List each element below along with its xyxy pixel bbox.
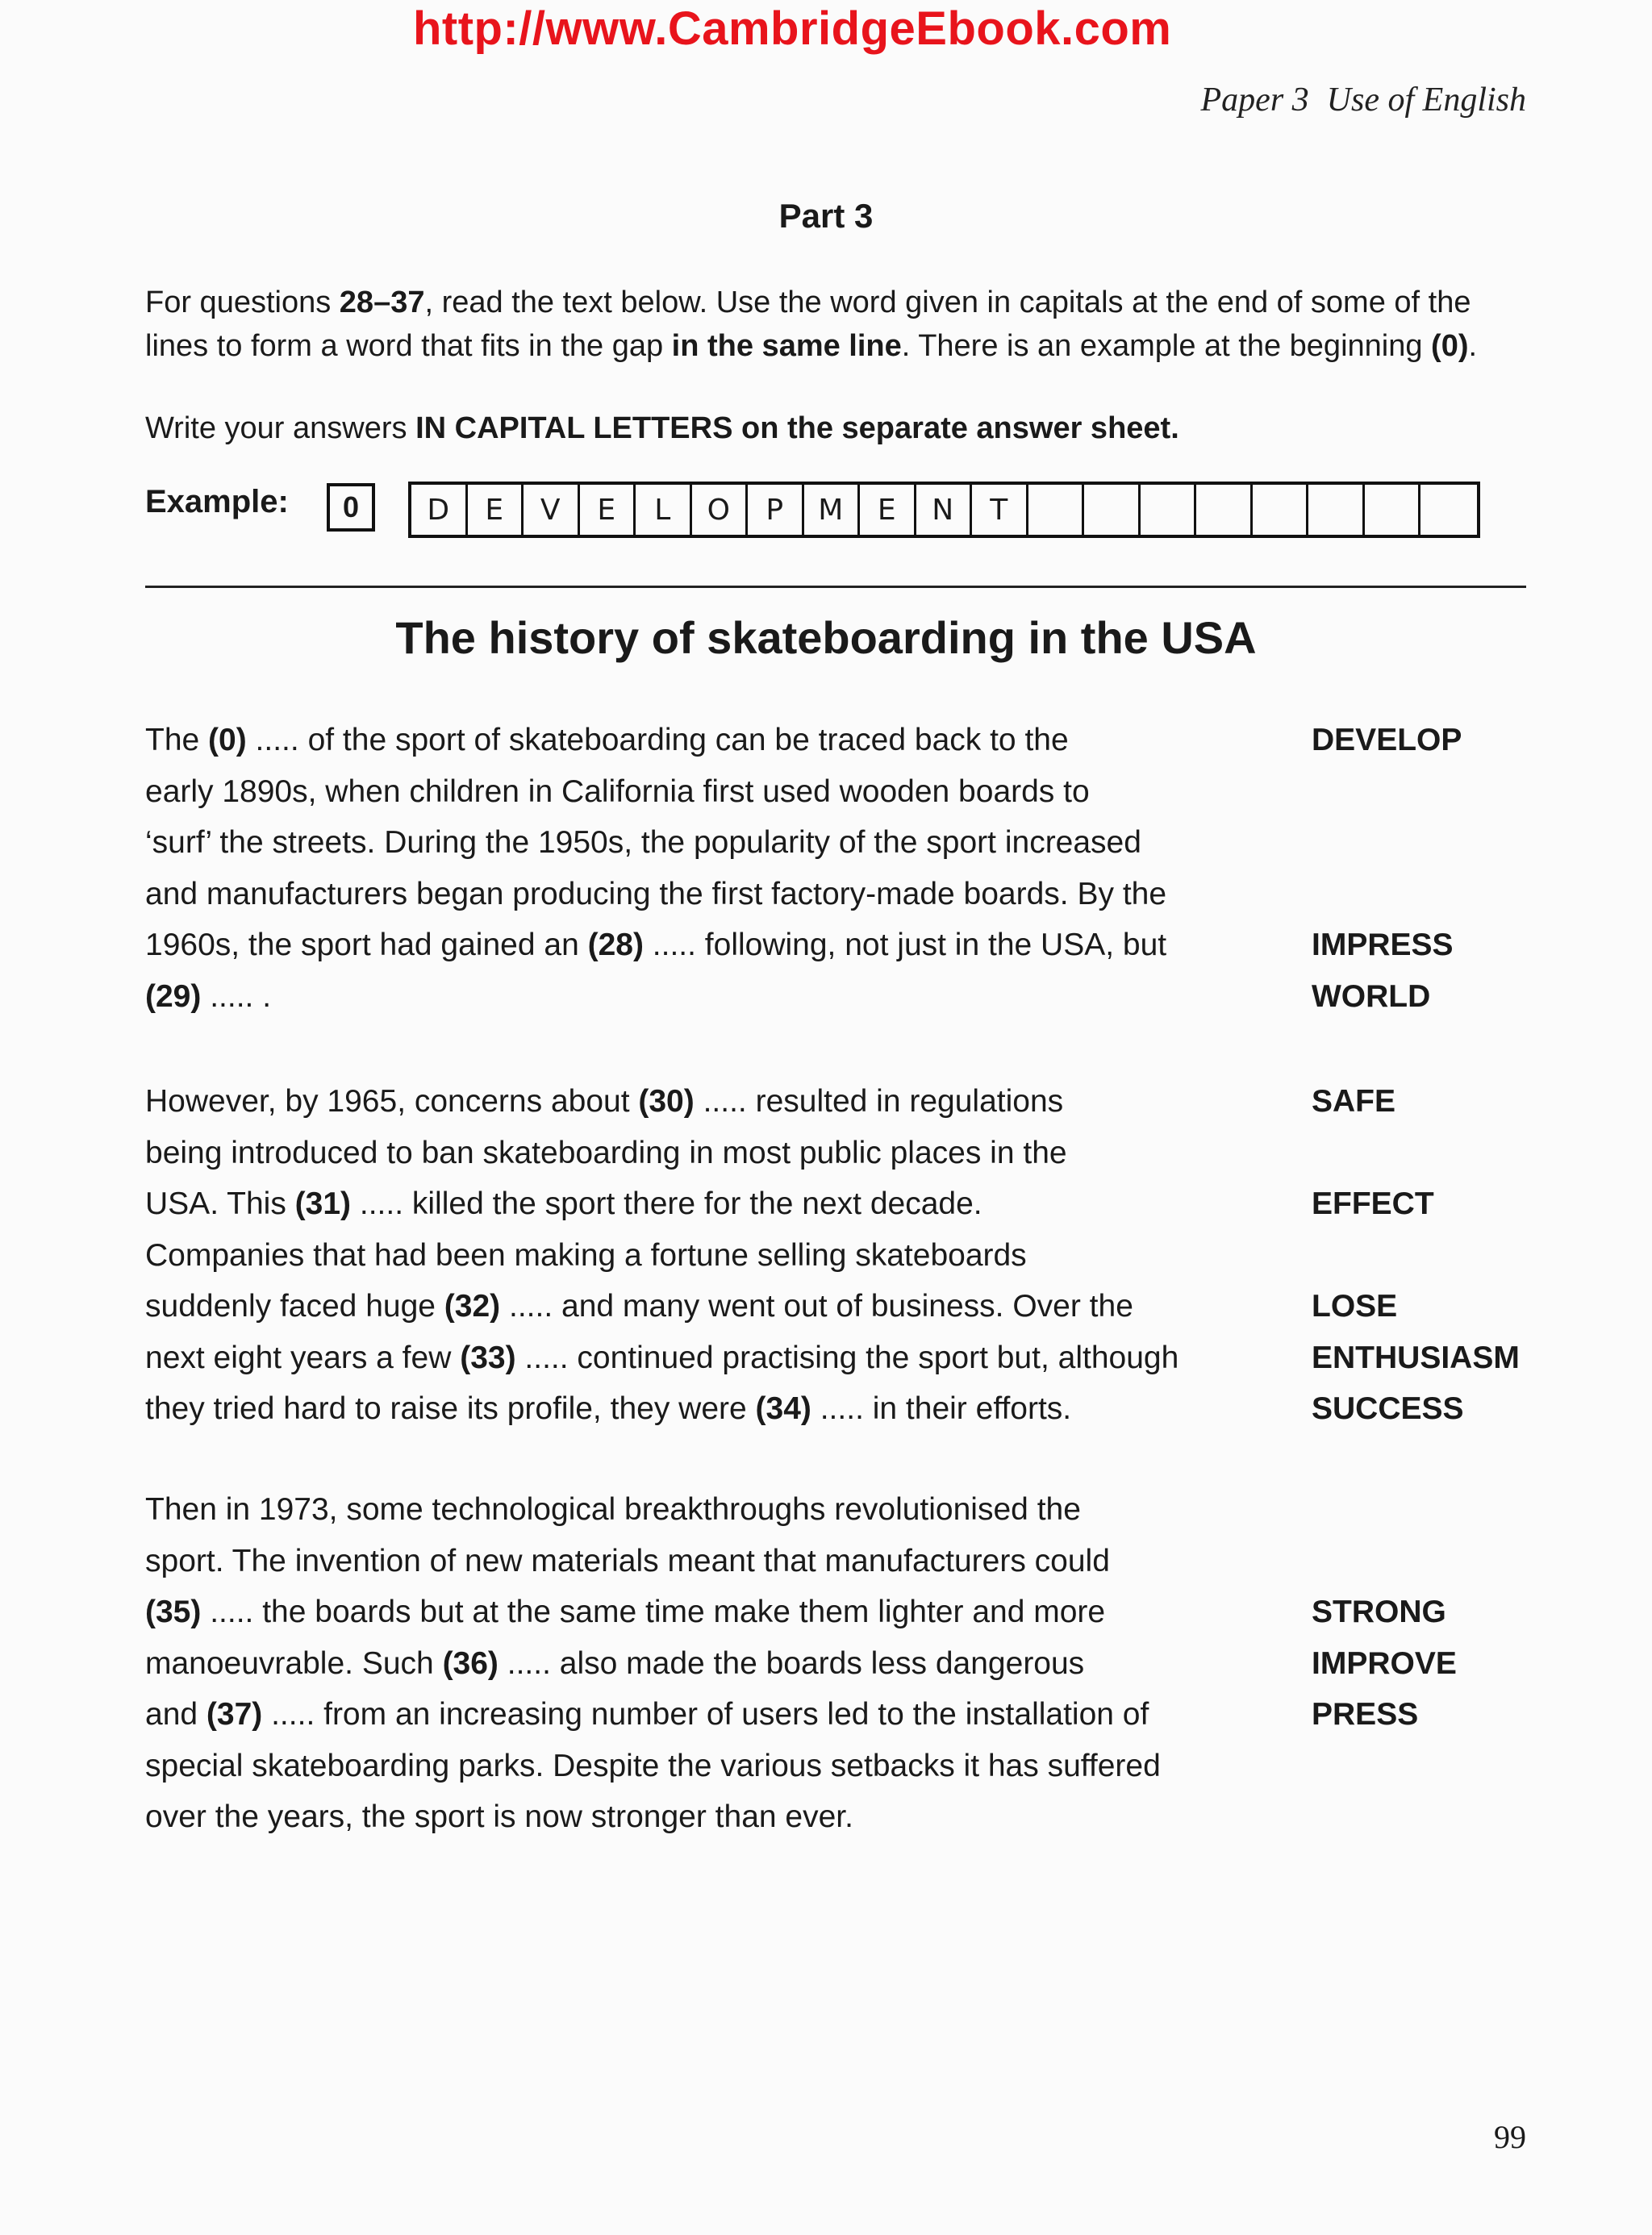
text-line xyxy=(145,1332,1291,1384)
text-paragraph xyxy=(145,1484,1291,1843)
text-title: The history of skateboarding in the USA xyxy=(395,612,1257,663)
instructions-text: . There is an example at the beginning xyxy=(901,329,1432,363)
line-text: ..... the boards but at the same time make them lighter and more xyxy=(201,1595,1106,1629)
text-line xyxy=(145,1128,1291,1179)
text-line xyxy=(145,1230,1291,1282)
instructions-text: , read the text below. Use the word given in capitals at the end of some of the lines to form a word that fits in the gap xyxy=(145,286,1471,363)
write-note-text: Write your answers xyxy=(145,411,416,445)
instructions-text: . xyxy=(1468,329,1478,363)
write-note-bold: IN CAPITAL LETTERS on the separate answer sheet xyxy=(415,411,1171,445)
answer-grid-cell xyxy=(1420,485,1477,535)
line-text: 1960s, the sport had gained an xyxy=(145,928,588,962)
gap-number: (32) xyxy=(444,1289,501,1324)
text-paragraph xyxy=(145,715,1291,1022)
line-text: manoeuvrable. Such xyxy=(145,1645,443,1681)
text-line xyxy=(145,817,1291,869)
text-line xyxy=(145,1178,1291,1230)
line-text: Then in 1973, some technological breakthroughs revolutionised the xyxy=(145,1492,1081,1527)
line-text: they tried hard to raise its profile, they were xyxy=(145,1391,756,1426)
line-text: and manufacturers began producing the first factory-made boards. By the xyxy=(145,876,1167,911)
keyword: IMPRESS xyxy=(1312,928,1454,962)
answer-grid-cell xyxy=(1028,485,1085,535)
write-note xyxy=(145,407,1533,450)
keyword: IMPROVE xyxy=(1312,1645,1457,1681)
instructions xyxy=(145,281,1533,368)
text-line xyxy=(145,1587,1291,1638)
divider xyxy=(145,586,1526,588)
text-line xyxy=(145,1281,1291,1332)
write-note-text: . xyxy=(1170,411,1179,445)
example-label: Example: xyxy=(145,484,289,519)
line-text: However, by 1965, concerns about xyxy=(145,1084,639,1119)
line-text: sport. The invention of new materials meant that manufacturers could xyxy=(145,1543,1110,1578)
line-text: being introduced to ban skateboarding in most public places in the xyxy=(145,1135,1067,1170)
keyword: ENTHUSIASM xyxy=(1312,1340,1520,1375)
text-line xyxy=(145,766,1291,818)
instructions-bold: in the same line xyxy=(671,329,902,363)
site-url-watermark: http://www.CambridgeEbook.com xyxy=(413,2,1172,55)
section-label: Use of English xyxy=(1326,81,1526,119)
keyword: SUCCESS xyxy=(1312,1391,1464,1426)
answer-grid-cell: D xyxy=(411,485,468,535)
line-text: and xyxy=(145,1697,206,1732)
line-text: ..... from an increasing number of users led to the installation of xyxy=(262,1697,1149,1732)
text-line xyxy=(145,1536,1291,1587)
answer-grid-cell: N xyxy=(916,485,973,535)
answer-grid-cell: L xyxy=(636,485,692,535)
line-text: Companies that had been making a fortune selling skateboards xyxy=(145,1237,1027,1273)
instructions-text: For questions xyxy=(145,286,340,319)
gap-number: (0) xyxy=(208,723,247,757)
line-text: ..... of the sport of skateboarding can be traced back to the xyxy=(246,723,1069,757)
answer-grid-cell: E xyxy=(580,485,636,535)
line-text: special skateboarding parks. Despite the various setbacks it has suffered xyxy=(145,1748,1161,1783)
instructions-bold: (0) xyxy=(1431,329,1469,363)
text-line xyxy=(145,971,1291,1023)
example-answer-grid xyxy=(408,482,1480,538)
part-title: Part 3 xyxy=(778,197,874,235)
answer-grid-cell xyxy=(1141,485,1197,535)
answer-grid-cell xyxy=(1253,485,1309,535)
gap-number: (37) xyxy=(206,1697,263,1732)
keyword: DEVELOP xyxy=(1312,723,1462,757)
line-text: ..... resulted in regulations xyxy=(694,1084,1064,1119)
line-text: ..... also made the boards less dangerous xyxy=(498,1645,1085,1681)
gap-number: (31) xyxy=(294,1186,352,1221)
line-text: ..... in their efforts. xyxy=(811,1391,1072,1426)
text-line xyxy=(145,715,1291,766)
gap-number: (33) xyxy=(460,1340,516,1375)
gap-number: (36) xyxy=(442,1645,499,1681)
gap-number: (35) xyxy=(145,1595,202,1629)
paper-label: Paper 3 xyxy=(1200,81,1309,119)
answer-grid-cell xyxy=(1084,485,1141,535)
gap-number: (30) xyxy=(638,1084,695,1119)
example-number-box: 0 xyxy=(327,483,375,532)
gap-number: (34) xyxy=(755,1391,811,1426)
text-line xyxy=(145,1484,1291,1536)
text-line xyxy=(145,1638,1291,1690)
answer-grid-cell: V xyxy=(524,485,580,535)
keyword: EFFECT xyxy=(1312,1186,1434,1221)
answer-grid-cell: O xyxy=(692,485,749,535)
line-text: ..... . xyxy=(201,978,272,1014)
line-text: ..... continued practising the sport but, although xyxy=(515,1340,1179,1375)
gap-number: (28) xyxy=(587,928,644,962)
text-line xyxy=(145,1791,1291,1843)
page-number: 99 xyxy=(1494,2119,1526,2155)
text-line xyxy=(145,869,1291,920)
answer-grid-cell: E xyxy=(468,485,524,535)
text-line xyxy=(145,1689,1291,1741)
answer-grid-cell xyxy=(1196,485,1253,535)
text-line xyxy=(145,919,1291,971)
line-text: over the years, the sport is now stronger than ever. xyxy=(145,1799,853,1834)
text-line xyxy=(145,1741,1291,1792)
text-line xyxy=(145,1383,1291,1435)
answer-grid-cell: T xyxy=(972,485,1028,535)
line-text: early 1890s, when children in California first used wooden boards to xyxy=(145,773,1090,809)
keyword: WORLD xyxy=(1312,978,1431,1014)
keyword: STRONG xyxy=(1312,1595,1446,1629)
line-text: ..... following, not just in the USA, but xyxy=(643,928,1167,962)
answer-grid-cell xyxy=(1365,485,1421,535)
line-text: The xyxy=(145,723,209,757)
line-text: ..... killed the sport there for the next decade. xyxy=(351,1186,982,1221)
text-line xyxy=(145,1076,1291,1128)
text-paragraph xyxy=(145,1076,1291,1435)
answer-grid-cell: E xyxy=(860,485,916,535)
answer-grid-cell xyxy=(1308,485,1365,535)
line-text: next eight years a few xyxy=(145,1340,461,1375)
instructions-bold: 28–37 xyxy=(339,286,425,319)
answer-grid-cell: M xyxy=(804,485,861,535)
line-text: ‘surf’ the streets. During the 1950s, the popularity of the sport increased xyxy=(145,825,1141,860)
line-text: suddenly faced huge xyxy=(145,1289,444,1324)
answer-grid-cell: P xyxy=(748,485,804,535)
keyword: PRESS xyxy=(1312,1697,1419,1732)
line-text: ..... and many went out of business. Over the xyxy=(500,1289,1133,1324)
running-header xyxy=(1183,81,1526,119)
gap-number: (29) xyxy=(145,978,202,1014)
keyword: LOSE xyxy=(1312,1289,1398,1324)
keyword: SAFE xyxy=(1312,1084,1396,1119)
line-text: USA. This xyxy=(145,1186,295,1221)
